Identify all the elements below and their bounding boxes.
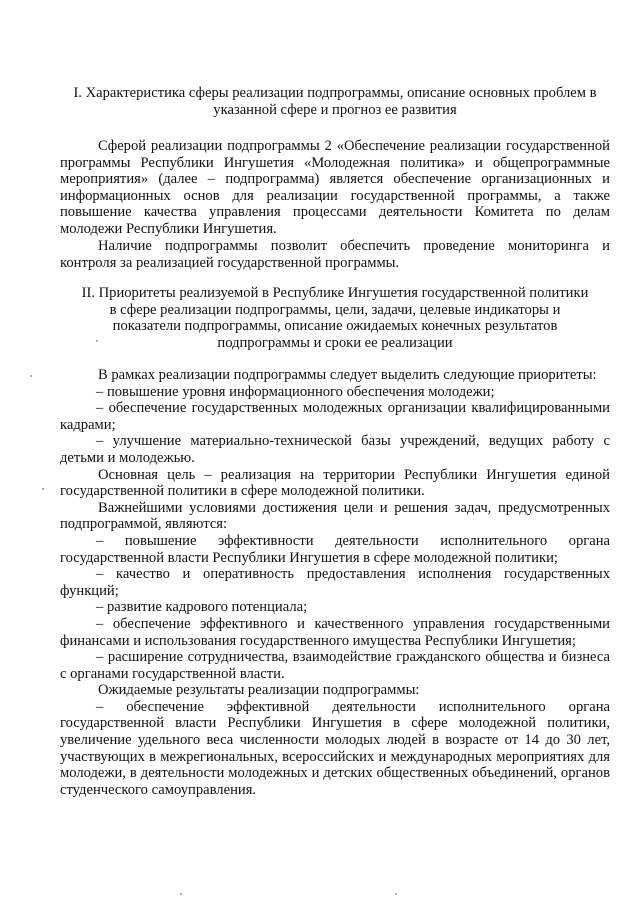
scan-speck [30,375,32,377]
priority-item: – обеспечение государственных молодежных организации квалифицированными кадрами; [60,400,610,433]
section-1-heading: I. Характеристика сферы реализации подпрограммы, описание основных проблем в указанной сфере и прогноз ее развития [73,85,597,118]
scan-speck [42,488,44,490]
section-1-paragraph: Сферой реализации подпрограммы 2 «Обеспечение реализации государственной программы Республики Ингушетия «Молодежная политика» и общепрограммные мероприятия» (далее – подпрограмма) является обеспечение организационных и информационных основ для реализации государственной программы, а также повышение качества управления процессами деятельности Комитета по делам молодежи Республики Ингушетия. [60,138,610,237]
goal-paragraph: Основная цель – реализация на территории Республики Ингушетия единой государственной политики в сфере молодежной политики. [60,466,610,500]
priorities-intro: В рамках реализации подпрограммы следует выделить следующие приоритеты: [98,367,597,383]
priority-item: – повышение уровня информационного обеспечения молодежи; [96,383,495,400]
priority-item: – улучшение материально-технической базы учреждений, ведущих работу с детьми и молодежью. [60,433,610,466]
condition-item: – повышение эффективности деятельности исполнительного органа государственной власти Республики Ингушетия в сфере молодежной политики; [60,532,610,566]
conditions-intro: Важнейшими условиями достижения цели и решения задач, предусмотренных подпрограммой, являются: [60,499,610,533]
section-2-heading: II. Приоритеты реализуемой в Республике Ингушетия государственной политики в сфере реализации подпрограммы, цели, задачи, целевые индикаторы и показатели подпрограммы, описание ожидаемых конечных результатов подпрограммы и сроки ее реализации [81,285,589,351]
section-2-body [60,367,610,798]
condition-item: – обеспечение эффективного и качественного управления государственными финансами и использования государственного имущества Республики Ингушетия; [60,615,610,649]
condition-item: – расширение сотрудничества, взаимодействие гражданского общества и бизнеса с органами государственной власти. [60,649,610,682]
scan-speck [395,893,397,895]
results-intro: Ожидаемые результаты реализации подпрограммы: [98,682,420,699]
condition-item: – качество и оперативность предоставления исполнения государственных функций; [60,566,610,599]
section-1-paragraph: Наличие подпрограммы позволит обеспечить проведение мониторинга и контроля за реализацией государственной программы. [60,238,610,271]
condition-item: – развитие кадрового потенциала; [96,599,308,616]
result-item: – обеспечение эффективной деятельности исполнительного органа государственной власти Республики Ингушетия в сфере молодежной политики, увеличение удельного веса численности молодых людей в возрасте от 14 до 30 лет, участвующих в межрегиональных, всероссийских и международных мероприятиях для молодежи, в деятельности молодежных и детских общественных объединений, органов студенческого самоуправления. [60,698,610,798]
scan-speck [180,893,182,895]
scan-speck [96,340,98,342]
